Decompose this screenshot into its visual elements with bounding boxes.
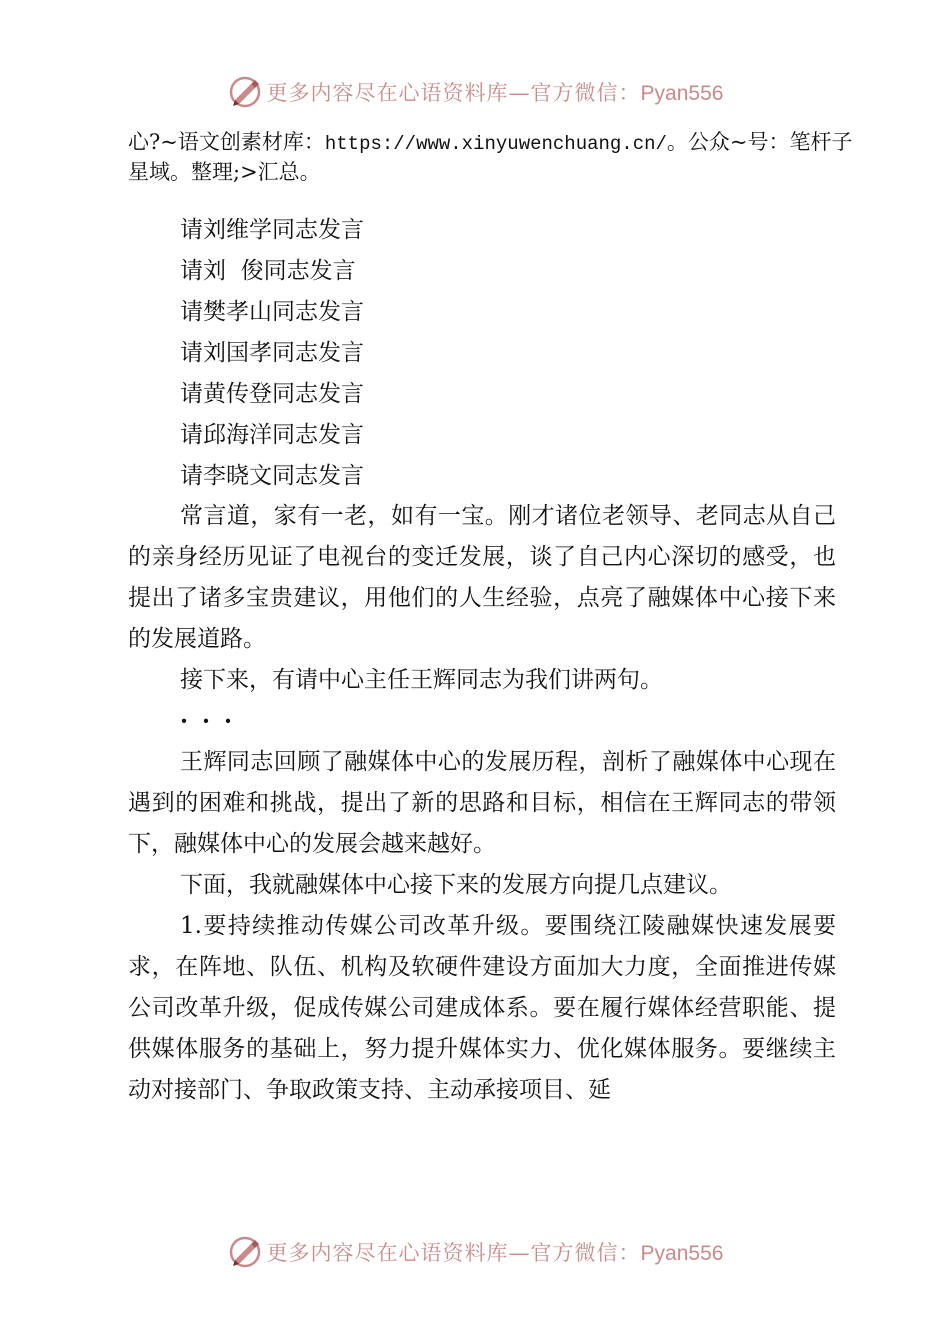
watermark-wechat-id: Pyan556	[640, 1242, 724, 1265]
ellipsis-separator: ···	[180, 708, 247, 735]
document-body	[128, 496, 836, 1111]
source-prefix: 心?~语文创素材库：	[128, 130, 325, 154]
source-url: https://www.xinyuwenchuang.cn/	[324, 133, 667, 155]
paragraph: 王辉同志回顾了融媒体中心的发展历程，剖析了融媒体中心现在遇到的困难和挑战，提出了新的思路和目标，相信在王辉同志的带领下，融媒体中心的发展会越来越好。	[128, 749, 836, 857]
speaker-list	[180, 210, 364, 497]
watermark-text	[267, 77, 724, 107]
speaker-line: 请李晓文同志发言	[180, 463, 364, 489]
speaker-line: 请刘维学同志发言	[180, 217, 364, 243]
pen-logo-icon	[227, 74, 263, 110]
paragraph: 接下来，有请中心主任王辉同志为我们讲两句。	[180, 667, 663, 693]
paragraph: 下面，我就融媒体中心接下来的发展方向提几点建议。	[180, 872, 732, 898]
paragraph: 1.要持续推动传媒公司改革升级。要围绕江陵融媒快速发展要求，在阵地、队伍、机构及软硬件建设方面加大力度，全面推进传媒公司改革升级，促成传媒公司建成体系。要在履行媒体经营职能、提供媒体服务的基础上，努力提升媒体实力、优化媒体服务。要继续主动对接部门、争取政策支持、主动承接项目、延	[128, 913, 836, 1103]
watermark-wechat-id: Pyan556	[640, 82, 724, 105]
source-line	[128, 128, 868, 186]
speaker-line: 请刘国孝同志发言	[180, 340, 364, 366]
watermark-text-cn: 更多内容尽在心语资料库—官方微信：	[266, 81, 641, 105]
source-suffix: 。公众~号：笔杆子星域。整理;>汇总。	[128, 130, 853, 184]
speaker-line: 请樊孝山同志发言	[180, 299, 364, 325]
watermark-text-cn: 更多内容尽在心语资料库—官方微信：	[266, 1241, 641, 1265]
header-watermark	[0, 72, 950, 112]
pen-logo-icon	[227, 1234, 263, 1270]
paragraph: 常言道，家有一老，如有一宝。刚才诸位老领导、老同志从自己的亲身经历见证了电视台的变迁发展，谈了自己内心深切的感受，也提出了诸多宝贵建议，用他们的人生经验，点亮了融媒体中心接下来的发展道路。	[128, 503, 836, 652]
footer-watermark	[0, 1232, 950, 1272]
speaker-line: 请黄传登同志发言	[180, 381, 364, 407]
speaker-line: 请刘 俊同志发言	[180, 258, 356, 284]
speaker-line: 请邱海洋同志发言	[180, 422, 364, 448]
watermark-text	[267, 1237, 724, 1267]
